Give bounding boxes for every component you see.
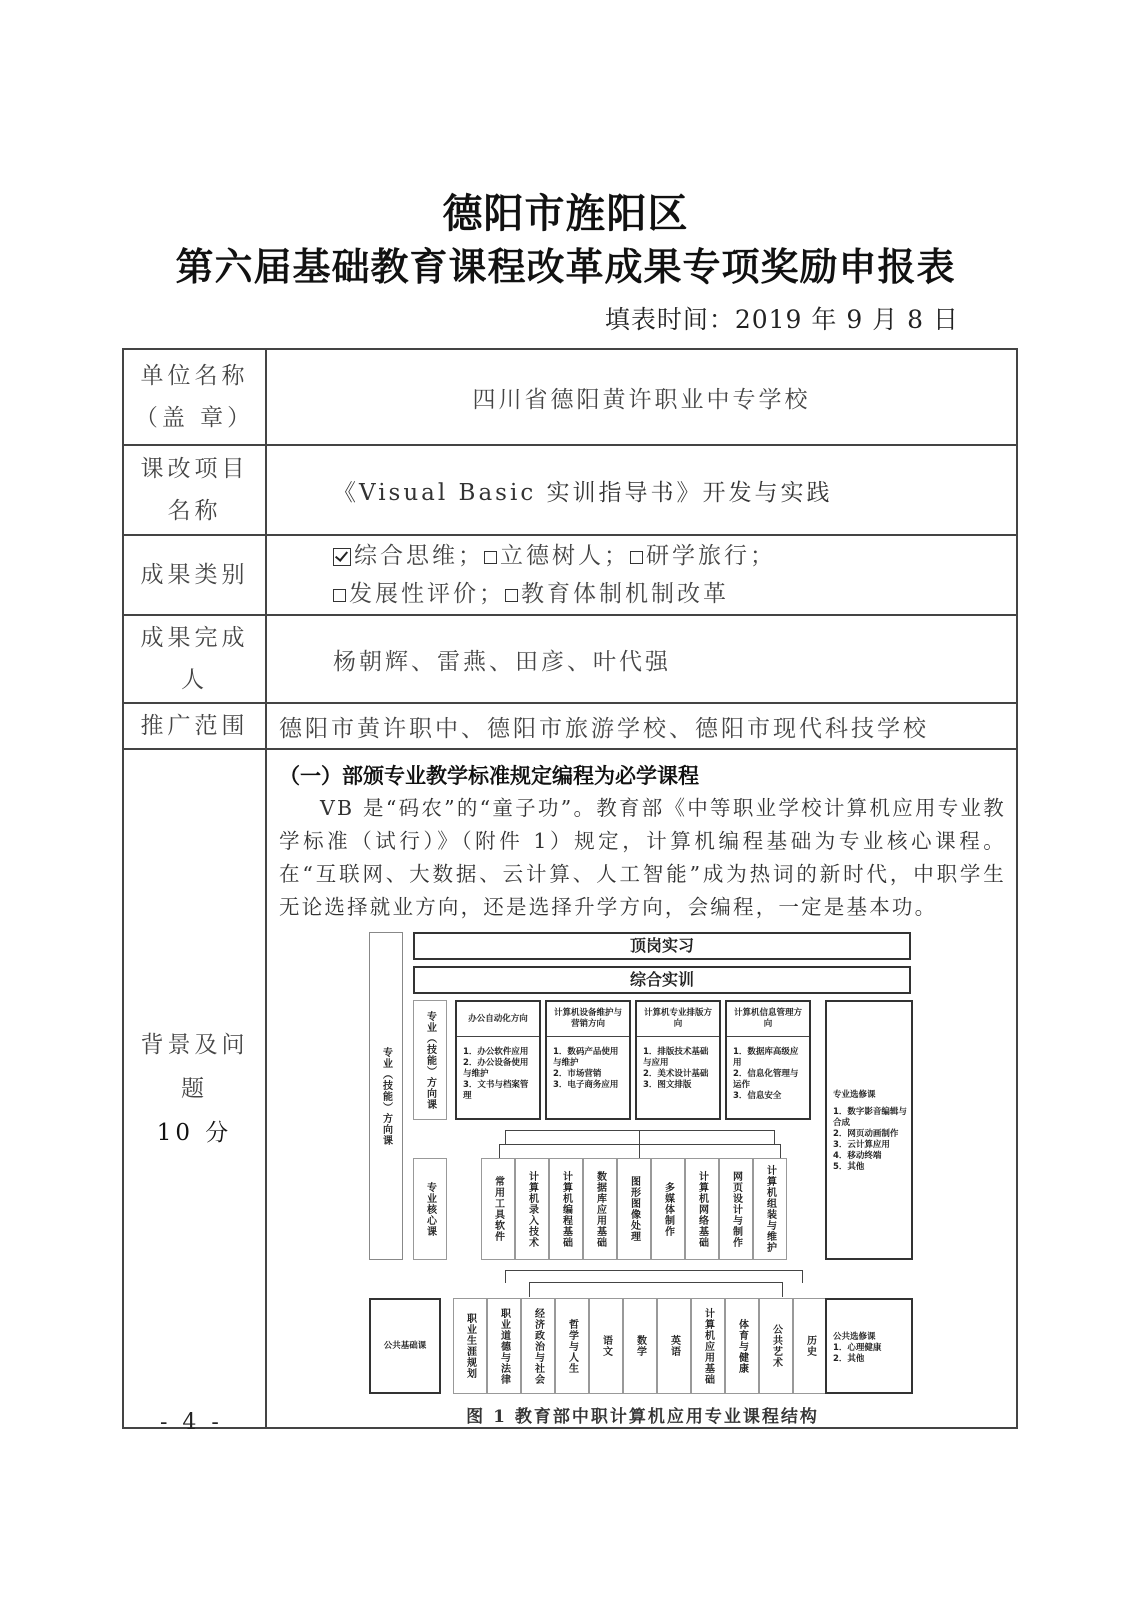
direction-box [455,1000,541,1120]
connector-upper-base [499,1144,781,1159]
category-option[interactable] [484,543,630,569]
public-course: 历史 [793,1298,827,1394]
category-line-1 [333,537,1015,575]
public-course: 公共艺术 [759,1298,793,1394]
direction-title: 计算机信息管理方向 [727,1002,809,1037]
category-option-label: 发展性评价； [349,581,505,607]
direction-box [545,1000,631,1120]
row-scope [123,703,1017,749]
top-box: 顶岗实习 [413,932,911,960]
background-label-line2: 题 [181,1075,208,1102]
row-unit [123,349,1017,445]
section-heading: （一）部颁专业教学标准规定编程为必学课程 [279,764,699,788]
public-course: 英语 [657,1298,691,1394]
unit-label-line1: 单位名称 [140,363,249,389]
public-base-box: 公共基础课 [369,1298,441,1394]
category-option[interactable] [333,543,484,569]
scope-label: 推广范围 [123,703,266,749]
elective-title: 专业选修课 [833,1090,876,1100]
category-option-label: 研学旅行； [646,543,776,569]
checkbox-checked-icon[interactable] [333,548,351,566]
fill-date: 填表时间：2019 年 9 月 8 日 [604,305,959,334]
direction-box [635,1000,721,1120]
core-course: 网页设计与制作 [719,1158,753,1260]
core-course: 图形图像处理 [617,1158,651,1260]
scope-value: 德阳市黄许职中、德阳市旅游学校、德阳市现代科技学校 [266,703,1017,749]
completers-label [123,615,266,703]
project-value: 《Visual Basic 实训指导书》开发与实践 [266,445,1017,535]
course-structure-diagram [369,932,929,1402]
direction-title: 办公自动化方向 [457,1002,539,1037]
unit-value: 四川省德阳黄许职业中专学校 [266,349,1017,445]
completers-label-line2: 人 [181,667,208,693]
category-option-label: 立德树人； [500,543,630,569]
public-elective-items: 1．心理健康 2．其他 [833,1343,882,1364]
checkbox-empty-icon[interactable] [333,589,346,602]
elective-box [825,1000,913,1260]
category-option-label: 综合思维； [354,543,484,569]
checkbox-empty-icon[interactable] [630,551,643,564]
direction-items: 1．办公软件应用 2．办公设备使用与维护 3．文书与档案管理 [463,1047,529,1101]
public-course: 体育与健康 [725,1298,759,1394]
category-option-label: 教育体制机制改革 [521,581,729,607]
completers-value: 杨朝辉、雷燕、田彦、叶代强 [266,615,1017,703]
public-course: 哲学与人生 [555,1298,589,1394]
connector-upper [505,1130,775,1145]
elective-items: 1．数字影音编辑与合成 2．网页动画制作 3．云计算应用 4．移动终端 5．其他 [833,1107,907,1172]
category-line-2 [333,575,1015,613]
second-box: 综合实训 [413,966,911,994]
direction-title: 计算机设备维护与营销方向 [547,1002,629,1037]
public-course: 数学 [623,1298,657,1394]
core-course: 多媒体制作 [651,1158,685,1260]
unit-label [123,349,266,445]
direction-side-label: 专业（技能）方向课 [413,1000,447,1120]
direction-items: 1．数码产品使用与维护 2．市场营销 3．电子商务应用 [553,1047,619,1090]
core-course: 数据库应用基础 [583,1158,617,1260]
background-paragraph: VB 是“码农”的“童子功”。教育部《中等职业学校计算机应用专业教学标准（试行）》（附件 1）规定，计算机编程基础为专业核心课程。在“互联网、大数据、云计算、人工智能”成为热词的新时代，中职学生无论选择就业方向，还是选择升学方向，会编程，一定是基本功。 [279,796,1006,919]
public-course: 经济政治与社会 [521,1298,555,1394]
connector-lower-base [529,1282,783,1297]
direction-title: 计算机专业排版方向 [637,1002,719,1037]
project-label-line1: 课改项目 [140,456,249,482]
core-course: 计算机录入技术 [515,1158,549,1260]
row-category [123,535,1017,615]
category-option[interactable] [630,543,776,569]
public-elective-title: 公共选修课 [833,1332,876,1342]
core-side-label: 专业核心课 [413,1158,447,1260]
project-label-line2: 名称 [167,498,222,524]
row-background [123,749,1017,1428]
outer-side-label: 专业（技能）方向课 [369,932,403,1260]
core-course: 计算机组装与维护 [753,1158,787,1260]
core-course: 常用工具软件 [481,1158,515,1260]
public-course: 语文 [589,1298,623,1394]
core-course: 计算机编程基础 [549,1158,583,1260]
document-subtitle: 第六届基础教育课程改革成果专项奖励申报表 [175,244,956,289]
direction-box [725,1000,811,1120]
row-project [123,445,1017,535]
category-options [266,535,1017,615]
document-title: 德阳市旌阳区 [442,190,689,237]
core-course: 计算机网络基础 [685,1158,719,1260]
public-course: 计算机应用基础 [691,1298,725,1394]
public-elective-box [825,1298,913,1394]
figure-caption: 图 1 教育部中职计算机应用专业课程结构 [466,1407,819,1427]
completers-label-line1: 成果完成 [140,625,249,651]
checkbox-empty-icon[interactable] [505,589,518,602]
public-course: 职业道德与法律 [487,1298,521,1394]
checkbox-empty-icon[interactable] [484,551,497,564]
page-number: - 4 - [160,1410,223,1435]
row-completers [123,615,1017,703]
public-course: 职业生涯规划 [453,1298,487,1394]
background-content [266,749,1017,1428]
category-label: 成果类别 [123,535,266,615]
category-option[interactable] [333,581,505,607]
unit-label-line2: （盖 章） [134,405,255,431]
category-option[interactable] [505,581,729,607]
background-label-line1: 背景及问 [140,1031,249,1058]
application-form-table [122,348,1018,1429]
project-label [123,445,266,535]
direction-items: 1．排版技术基础与应用 2．美术设计基础 3．图文排版 [643,1047,709,1090]
background-score: 10 分 [156,1119,233,1146]
direction-items: 1．数据库高级应用 2．信息化管理与运作 3．信息安全 [733,1047,799,1101]
background-label [123,749,266,1428]
